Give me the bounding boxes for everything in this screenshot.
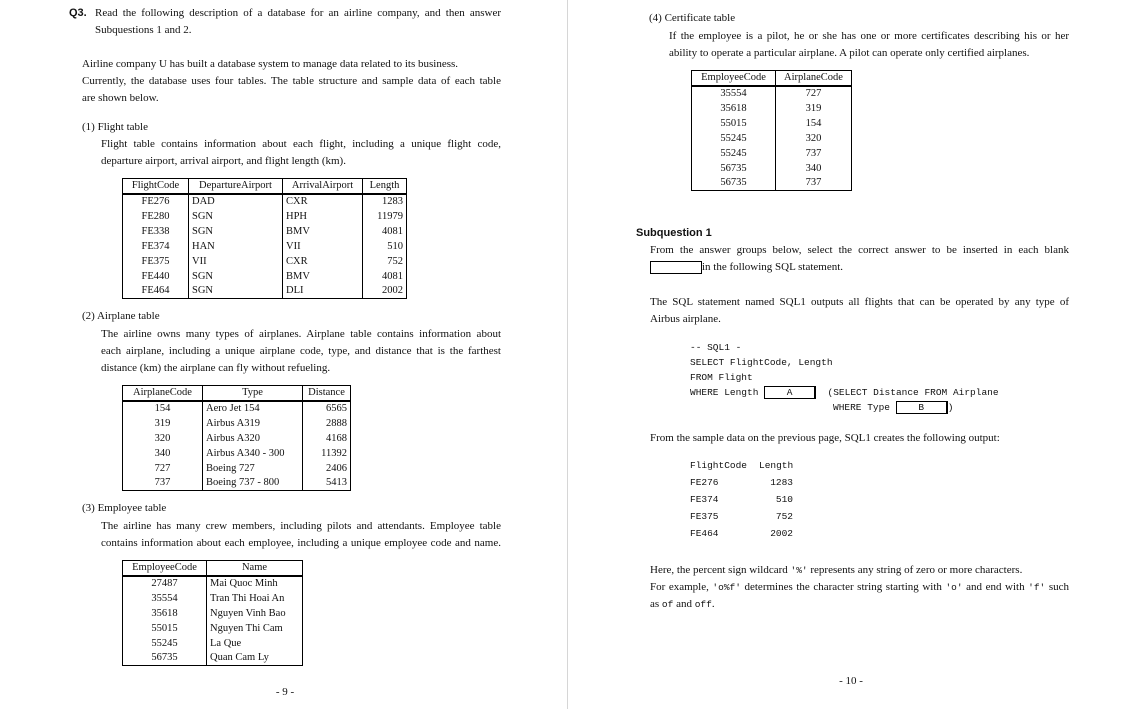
table-row: [123, 224, 407, 239]
table-row: [123, 416, 351, 431]
text: and: [673, 598, 695, 610]
cell: HAN: [189, 239, 283, 254]
cell: 2002: [770, 528, 793, 539]
employee-table: [122, 560, 303, 666]
page-right: [569, 0, 1136, 709]
cell: Airbus A320: [203, 431, 303, 446]
description-line-1: Airline company U has built a database system to manage data related to its business.: [82, 58, 459, 70]
table-row: [123, 576, 303, 591]
table-row: [123, 269, 407, 284]
output-row: [690, 477, 795, 494]
code-example: 'o%f': [712, 582, 741, 593]
airplane-col-code: AirplaneCode: [123, 386, 203, 401]
flight-description-line-1: Flight table contains information about each flight, including a unique flight code,: [101, 138, 501, 150]
cell: CXR: [283, 254, 363, 269]
cell: 27487: [123, 576, 207, 591]
flight-description-line-2: departure airport, arrival airport, and flight length (km).: [101, 155, 346, 167]
cell: Airbus A340 - 300: [203, 446, 303, 461]
employee-col-code: EmployeeCode: [123, 561, 207, 576]
cell: FE464: [123, 284, 189, 299]
table-row: [123, 446, 351, 461]
text: .: [711, 598, 715, 610]
cell: 4081: [363, 269, 407, 284]
cell: 1283: [363, 194, 407, 209]
table-row: [123, 284, 407, 299]
table-row: [692, 161, 852, 176]
table-row: [123, 401, 351, 416]
sql-comment: -- SQL1 -: [690, 342, 742, 353]
cell: FE338: [123, 224, 189, 239]
certificate-description-line-2: ability to operate a particular airplane. A pilot can operate only certified airplanes.: [669, 47, 1030, 59]
cell: HPH: [283, 209, 363, 224]
output-row: [690, 511, 795, 528]
text: such: [1045, 581, 1069, 593]
cell: 2002: [363, 284, 407, 299]
flight-col-length: Length: [363, 179, 407, 194]
sql-close-paren: ): [947, 402, 954, 413]
code-wildcard: '%': [790, 565, 808, 576]
flight-table: [122, 178, 407, 299]
airplane-col-distance: Distance: [303, 386, 351, 401]
sql-from: FROM Flight: [690, 372, 753, 383]
cell: FE464: [690, 528, 719, 539]
cell: SGN: [189, 224, 283, 239]
cell: 727: [776, 86, 852, 101]
cell: DAD: [189, 194, 283, 209]
cell: 1283: [770, 477, 793, 488]
database-description: [82, 56, 501, 107]
employee-col-name: Name: [207, 561, 303, 576]
table-row: [692, 86, 852, 101]
flight-col-departure: DepartureAirport: [189, 179, 283, 194]
text: Here, the percent sign wildcard: [650, 564, 791, 576]
flight-heading: (1) Flight table: [82, 121, 148, 133]
question-number: Q3.: [69, 7, 87, 19]
airplane-description-line-2: each airplane, including a unique airplane code, type, and distance that is the farthest: [101, 345, 501, 357]
cell: SGN: [189, 209, 283, 224]
sql-output: [690, 460, 795, 545]
cell: DLI: [283, 284, 363, 299]
code-end-char: 'f': [1028, 582, 1046, 593]
cell: 737: [776, 146, 852, 161]
wildcard-line-2: [650, 579, 1069, 596]
airplane-description-line-3: distance (km) the airplane can fly without refueling.: [101, 362, 331, 374]
cell: Mai Quoc Minh: [207, 576, 303, 591]
cell: 11979: [363, 209, 407, 224]
cell: 4081: [363, 224, 407, 239]
cell: 55015: [692, 116, 776, 131]
cell: 320: [776, 131, 852, 146]
output-intro: From the sample data on the previous page, SQL1 creates the following output:: [650, 432, 1000, 444]
cell: CXR: [283, 194, 363, 209]
text: as: [650, 598, 662, 610]
cell: SGN: [189, 269, 283, 284]
wildcard-line-1: [650, 562, 1069, 579]
cell: 727: [123, 461, 203, 476]
subquestion-instructions: [650, 242, 1069, 276]
cell: 11392: [303, 446, 351, 461]
cell: VII: [189, 254, 283, 269]
subquestion-line-1: From the answer groups below, select the correct answer to be inserted in each blank: [650, 244, 1069, 256]
blank-box: [650, 261, 702, 274]
employee-description-line-1: The airline has many crew members, including pilots and attendants. Employee table: [101, 520, 501, 532]
wildcard-line-3: [650, 596, 1069, 613]
question-intro-line-2: Subquestions 1 and 2.: [95, 24, 192, 36]
cell: 340: [123, 446, 203, 461]
table-row: [123, 239, 407, 254]
cell: 154: [123, 401, 203, 416]
sql-where-line: [690, 385, 999, 400]
cell: VII: [283, 239, 363, 254]
code-start-char: 'o': [945, 582, 963, 593]
output-header: [690, 460, 795, 477]
question-intro-line-1: Read the following description of a database for an airline company, and then answer: [95, 7, 501, 19]
cell: 56735: [123, 651, 207, 666]
cell: 55245: [692, 146, 776, 161]
cell: 340: [776, 161, 852, 176]
cell: SGN: [189, 284, 283, 299]
cell: 737: [776, 176, 852, 191]
cell: 737: [123, 476, 203, 491]
cell: Tran Thi Hoai An: [207, 591, 303, 606]
subquestion-line-2-text: in the following SQL statement.: [702, 261, 844, 273]
cell: 56735: [692, 176, 776, 191]
cell: 320: [123, 431, 203, 446]
cell: 6565: [303, 401, 351, 416]
sql-statement: [690, 340, 999, 415]
output-row: [690, 528, 795, 545]
table-row: [123, 254, 407, 269]
description-line-2: Currently, the database uses four tables. The table structure and sample data of each table: [82, 75, 501, 87]
airplane-col-type: Type: [203, 386, 303, 401]
table-row: [692, 176, 852, 191]
cell: 4168: [303, 431, 351, 446]
cell: 154: [776, 116, 852, 131]
cell: FE280: [123, 209, 189, 224]
question-intro: [95, 5, 501, 39]
employee-heading: (3) Employee table: [82, 502, 167, 514]
cell: 510: [363, 239, 407, 254]
cell: 2888: [303, 416, 351, 431]
flight-col-flightcode: FlightCode: [123, 179, 189, 194]
table-row: [123, 461, 351, 476]
airplane-heading: (2) Airplane table: [82, 310, 160, 322]
sql1-description-line-2: Airbus airplane.: [650, 313, 721, 325]
sql-where: WHERE Length: [690, 387, 759, 398]
cell: FE440: [123, 269, 189, 284]
cell: 55015: [123, 621, 207, 636]
description-line-3: are shown below.: [82, 92, 159, 104]
subquestion-title: Subquestion 1: [636, 227, 712, 239]
table-row: [123, 194, 407, 209]
table-row: [123, 636, 303, 651]
cell: Boeing 727: [203, 461, 303, 476]
cell: 510: [775, 494, 793, 505]
sql1-description-line-1: The SQL statement named SQL1 outputs all flights that can be operated by any type of: [650, 296, 1069, 308]
blank-a: A: [764, 386, 816, 399]
subquestion-line-2: [650, 259, 1069, 276]
certificate-description: [669, 28, 1069, 62]
sql-where-type-line: [690, 400, 999, 415]
text: For example,: [650, 581, 713, 593]
cell: La Que: [207, 636, 303, 651]
cell: 752: [363, 254, 407, 269]
cell: FE375: [690, 511, 719, 522]
certificate-col-employee: EmployeeCode: [692, 71, 776, 86]
cell: Aero Jet 154: [203, 401, 303, 416]
cell: FE276: [690, 477, 719, 488]
table-row: [123, 431, 351, 446]
table-row: [123, 621, 303, 636]
certificate-col-airplane: AirplaneCode: [776, 71, 852, 86]
sql-select: SELECT FlightCode, Length: [690, 357, 833, 368]
airplane-description: [101, 326, 501, 377]
cell: 56735: [692, 161, 776, 176]
cell: 5413: [303, 476, 351, 491]
cell: Nguyen Vinh Bao: [207, 606, 303, 621]
cell: FE374: [690, 494, 719, 505]
cell: 55245: [123, 636, 207, 651]
page-number-right: - 10 -: [839, 675, 863, 687]
cell: Airbus A319: [203, 416, 303, 431]
certificate-table: [691, 70, 852, 191]
output-row: [690, 494, 795, 511]
code-of: of: [661, 599, 674, 610]
cell: 319: [123, 416, 203, 431]
table-row: [692, 131, 852, 146]
flight-col-arrival: ArrivalAirport: [283, 179, 363, 194]
sql1-description: [650, 294, 1069, 328]
output-col-length: Length: [759, 460, 794, 471]
code-off: off: [694, 599, 712, 610]
table-row: [123, 606, 303, 621]
sql-subselect: (SELECT Distance FROM Airplane: [827, 387, 999, 398]
flight-description: [101, 136, 501, 170]
employee-description-line-2: contains information about each employee, including a unique employee code and name.: [101, 537, 501, 549]
table-row: [123, 591, 303, 606]
airplane-table: [122, 385, 351, 491]
output-col-flightcode: FlightCode: [690, 460, 748, 471]
cell: FE374: [123, 239, 189, 254]
cell: Nguyen Thi Cam: [207, 621, 303, 636]
cell: FE276: [123, 194, 189, 209]
table-row: [123, 209, 407, 224]
table-row: [692, 146, 852, 161]
cell: BMV: [283, 224, 363, 239]
cell: 35618: [123, 606, 207, 621]
text: represents any string of zero or more characters.: [807, 564, 1023, 576]
cell: 752: [775, 511, 793, 522]
page-number-left: - 9 -: [275, 686, 295, 698]
text: determines the character string starting with: [740, 581, 946, 593]
table-row: [123, 651, 303, 666]
sql-where-type: WHERE Type: [833, 402, 891, 413]
certificate-heading: (4) Certificate table: [649, 12, 736, 24]
cell: 35554: [123, 591, 207, 606]
employee-description: [101, 518, 501, 552]
cell: BMV: [283, 269, 363, 284]
cell: Quan Cam Ly: [207, 651, 303, 666]
certificate-description-line-1: If the employee is a pilot, he or she has one or more certificates describing his or her: [669, 30, 1069, 42]
cell: 35618: [692, 101, 776, 116]
table-row: [123, 476, 351, 491]
cell: FE375: [123, 254, 189, 269]
blank-b: B: [896, 401, 948, 414]
cell: 319: [776, 101, 852, 116]
airplane-description-line-1: The airline owns many types of airplanes. Airplane table contains information about: [101, 328, 501, 340]
text: and end with: [962, 581, 1029, 593]
wildcard-explanation: [650, 562, 1069, 613]
cell: 55245: [692, 131, 776, 146]
cell: 35554: [692, 86, 776, 101]
table-row: [692, 116, 852, 131]
table-row: [692, 101, 852, 116]
cell: Boeing 737 - 800: [203, 476, 303, 491]
cell: 2406: [303, 461, 351, 476]
